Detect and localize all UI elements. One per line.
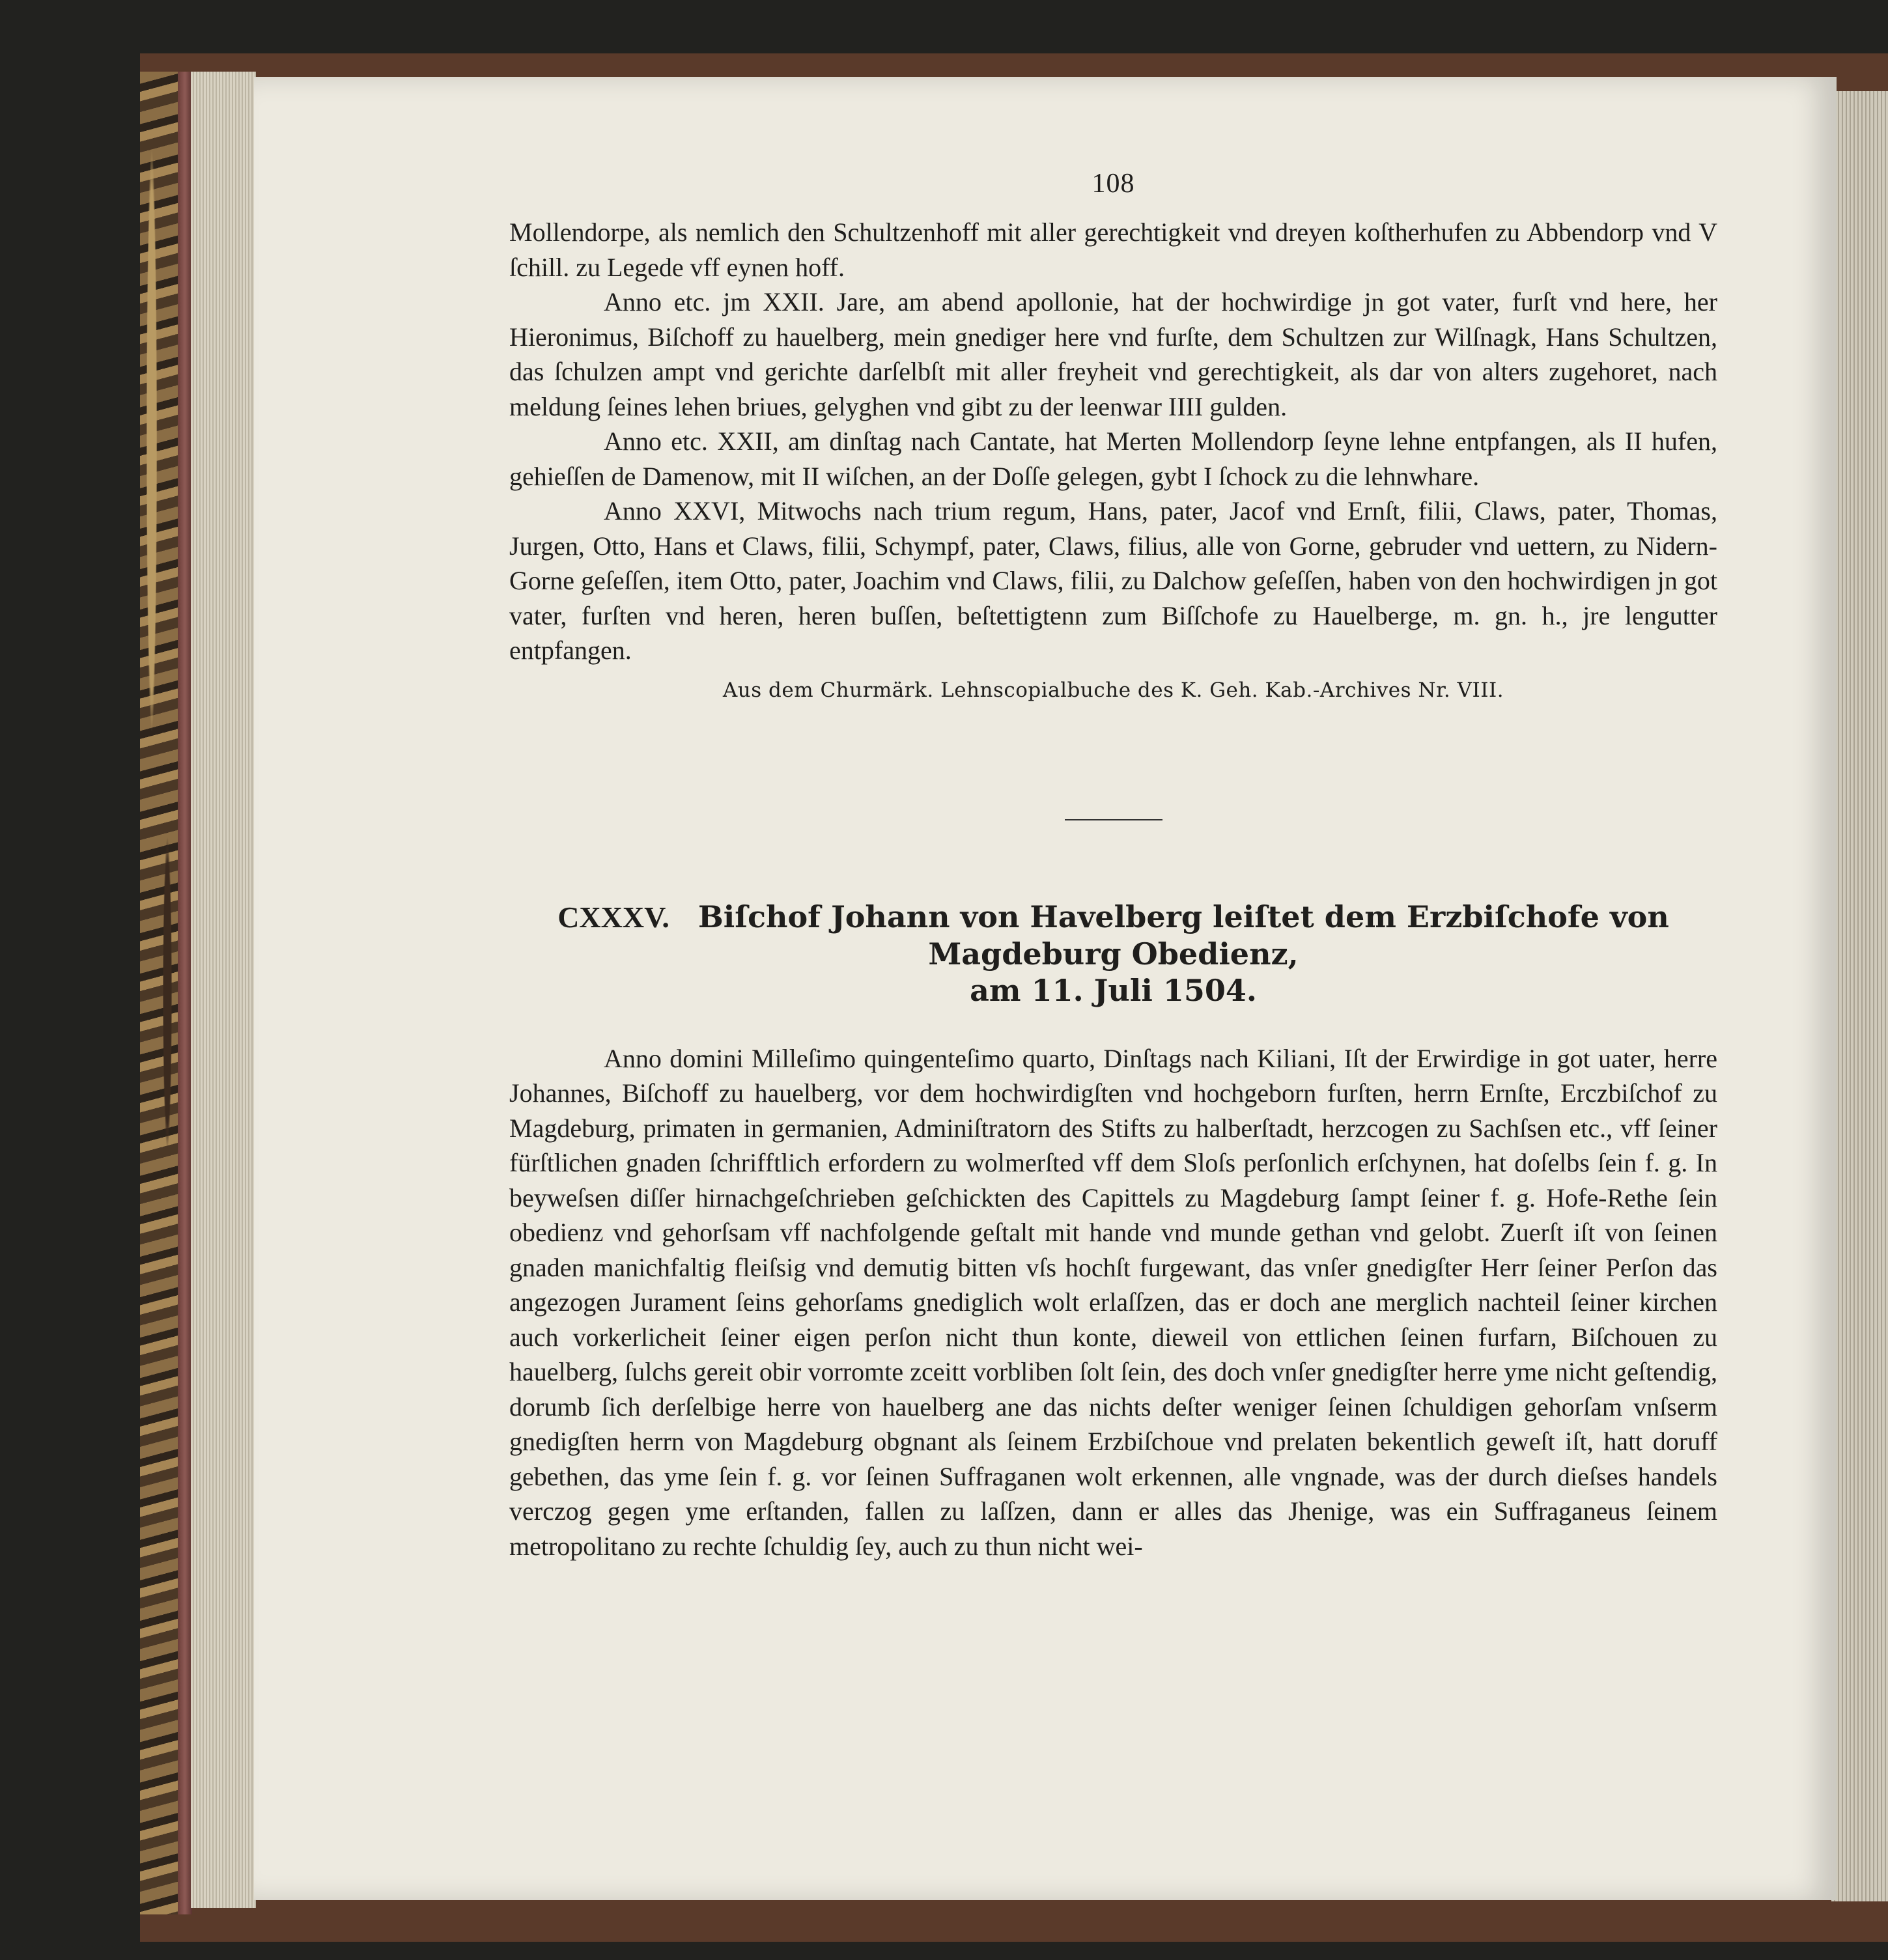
paragraph: Anno XXVI, Mitwochs nach trium regum, Hans, pater, Jacof vnd Ernſt, filii, Claws, pater, Thomas, Jurgen, Otto, Hans et Claws, filii, Schympf, pater, Claws, filius, alle von Gorne, gebruder vnd uettern, zu Nidern-Gorne geſeſſen, item Otto, pater, Joachim vnd Claws, filii, zu Dalchow geſeſſen, haben von den hochwirdigen jn got vater, furſten vnd heren, heren buſſen, beſtettigtenn zum Biſſchofe zu Hauelberge, m. gn. h., jre lengutter entpfangen. bbox=[509, 496, 1717, 665]
paragraph: Anno etc. jm XXII. Jare, am abend apollonie, hat der hochwirdige jn got vater, furſt vnd here, her Hieronimus, Biſchoff zu hauelberg, mein gnediger here vnd furſte, dem Schultzen zur Wilſnagk, Hans Schultzen, das ſchulzen ampt vnd gerichte darſelbſt mit aller freyheit vnd gerechtigkeit, als dar von alters zugehoret, nach meldung ſeines lehen briues, gelyghen vnd gibt zu der leenwar IIII gulden. bbox=[509, 287, 1717, 421]
spine-band bbox=[178, 72, 192, 1914]
document-heading bbox=[509, 899, 1717, 1009]
source-note: Aus dem Churmärk. Lehnscopialbuche des K. Geh. Kab.-Archives Nr. VIII. bbox=[722, 678, 1504, 702]
page-number: 108 bbox=[1092, 169, 1135, 199]
heading-number: CXXXV. bbox=[557, 900, 669, 934]
section-divider bbox=[1065, 819, 1162, 820]
heading-line2: am 11. Juli 1504. bbox=[970, 972, 1257, 1008]
paragraph: Anno etc. XXII, am dinſtag nach Cantate, hat Merten Mollendorp ſeyne lehne entpfangen, als II hufen, gehieſſen de Damenow, mit II wiſchen, an der Doſſe gelegen, gybt I ſchock zu die lehnwhare. bbox=[509, 427, 1717, 491]
heading-line1: Biſchof Johann von Havelberg leiſtet dem Erzbiſchofe von Magdeburg Obedienz, bbox=[697, 899, 1669, 972]
text-block bbox=[509, 168, 1717, 1563]
left-page-stack bbox=[191, 72, 256, 1908]
main-paragraph: Anno domini Milleſimo quingenteſimo quarto, Dinſtags nach Kiliani, Iſt der Erwirdige in got uater, herre Johannes, Biſchoff zu hauelberg, vor dem hochwirdigſten vnd hochgeborn furſten, herrn Ernſte, Erczbiſchof zu Magdeburg, primaten in germanien, Adminiſtratorn des Stifts zu halberſtadt, herzcogen zu Sachſsen etc., vff ſeiner fürſtlichen gnaden ſchrifftlich erfordern zu wolmerſted vff dem Sloſs perſonlich erſchynen, hat doſelbs ſein f. g. In beyweſsen diſſer hirnachgeſchrieben geſchickten des Capittels zu Magdeburg ſampt ſeiner f. g. Hofe-Rethe ſein obedienz vnd gehorſsam vff nachfolgende geſtalt mit hande vnd munde gethan vnd gelobt. Zuerſt iſt von ſeinen gnaden manichfaltig fleiſsig vnd demutig bitten vſs hochſt furgewant, das vnſer gnedigſter Herr ſeiner Perſon das angezogen Jurament ſeins gehorſams gnediglich wolt erlaſſzen, das er doch ane merglich nachteil ſeiner kirchen auch vorkerlicheit ſeiner eigen perſon nicht thun konte, dieweil von ettlichen ſeinen furfarn, Biſchouen zu hauelberg, ſulchs gereit obir vorromte zceitt vorbliben ſolt ſein, des doch vnſer gnedigſter herre yme nicht geſtendig, dorumb ſich derſelbige herre von hauelberg ane das nichts deſter weniger ſeinen ſchuldigen gehorſam vnſserm gnedigſten herrn von Magdeburg obgnant als ſeinem Erzbiſchoue vnd prelaten bekentlich geweſt iſt, hatt doruff gebethen, das yme ſein f. g. vor ſeinen Suffraganen wolt erkennen, alle vngnade, was der durch dieſses handels verczog gegen yme erſtanden, fallen zu laſſzen, dann er alles das Jhenige, was ein Suffraganeus ſeinem metropolitano zu rechte ſchuldig ſey, auch zu thun nicht wei- bbox=[509, 1043, 1717, 1561]
paragraph: Mollendorpe, als nemlich den Schultzenhoff mit aller gerechtigkeit vnd dreyen koſtherhufen zu Abbendorp vnd V ſchill. zu Legede vff eynen hoff. bbox=[509, 217, 1717, 282]
right-page-stack bbox=[1831, 91, 1888, 1901]
marbled-edge bbox=[140, 72, 179, 1914]
